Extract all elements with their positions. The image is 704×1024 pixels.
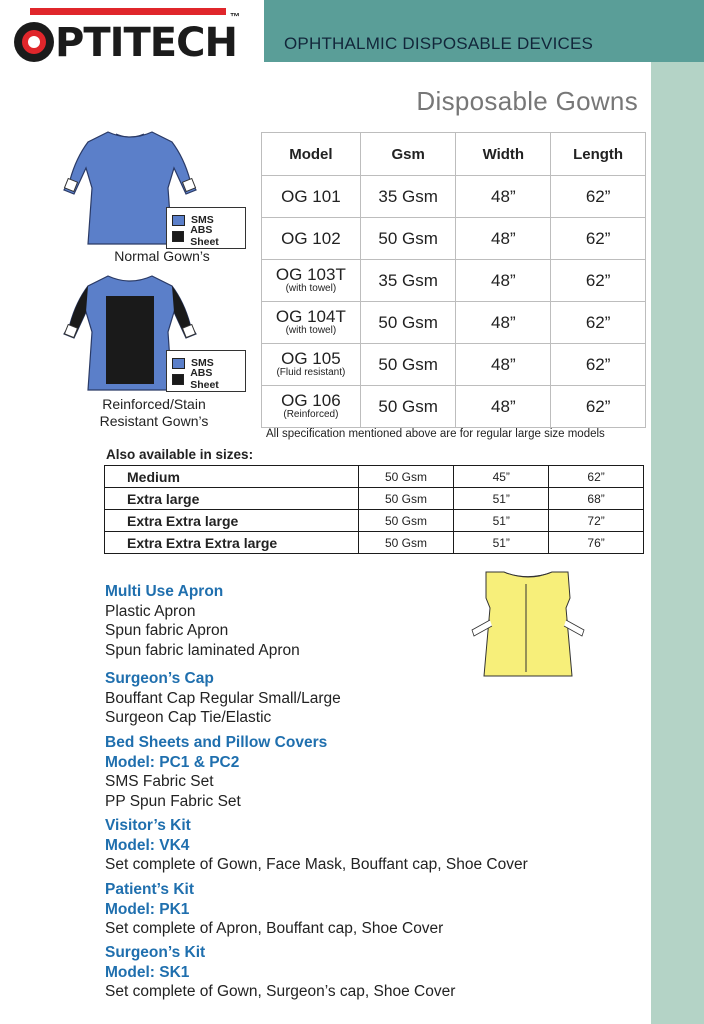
product-heading: Bed Sheets and Pillow Covers xyxy=(105,734,328,751)
width-cell: 48” xyxy=(456,344,551,386)
product-heading: Patient’s Kit xyxy=(105,881,194,898)
size-name xyxy=(105,466,359,488)
logo-red-bar xyxy=(30,8,226,15)
length-cell: 62” xyxy=(551,260,646,302)
abs-swatch xyxy=(172,231,184,242)
model-note: (with towel) xyxy=(285,283,337,294)
reinforced-gown-caption xyxy=(84,396,224,430)
reinforced-caption-line1: Reinforced/Stain xyxy=(102,396,206,412)
gsm-cell: 50 Gsm xyxy=(360,218,456,260)
product-item: Bouffant Cap Regular Small/Large xyxy=(105,689,341,707)
legend-abs xyxy=(172,224,240,248)
gown-spec-table xyxy=(261,132,646,428)
reinforced-caption-line2: Resistant Gown’s xyxy=(99,413,209,429)
table-row xyxy=(262,218,646,260)
model-note: (Fluid resistant) xyxy=(276,367,346,378)
product-model: Model: SK1 xyxy=(105,963,190,981)
size-name xyxy=(105,488,359,510)
gsm-cell: 50 Gsm xyxy=(360,386,456,428)
legend-sms-label: SMS xyxy=(191,214,214,226)
width-cell: 48” xyxy=(456,302,551,344)
model-note: (Reinforced) xyxy=(283,409,339,420)
abs-swatch xyxy=(172,374,184,385)
size-width: 51” xyxy=(454,510,549,532)
eye-icon xyxy=(14,22,54,62)
product-model: Model: VK4 xyxy=(105,836,190,854)
product-item: Plastic Apron xyxy=(105,602,196,620)
product-heading: Surgeon’s Kit xyxy=(105,944,206,961)
product-multi-use-apron xyxy=(105,582,300,660)
legend-abs-label: ABS Sheet xyxy=(190,224,219,248)
model-cell xyxy=(262,176,361,218)
size-gsm: 50 Gsm xyxy=(358,488,454,510)
model-name: OG 102 xyxy=(281,229,341,248)
product-patients-kit xyxy=(105,880,443,939)
size-width: 51” xyxy=(454,488,549,510)
size-length: 72” xyxy=(549,510,644,532)
model-note: (with towel) xyxy=(285,325,337,336)
size-name-text: Extra large xyxy=(127,490,200,507)
product-bed-sheets xyxy=(105,733,327,811)
width-cell: 48” xyxy=(456,386,551,428)
product-heading: Visitor’s Kit xyxy=(105,817,191,834)
product-heading: Multi Use Apron xyxy=(105,583,224,600)
size-length: 76” xyxy=(549,532,644,554)
model-name: OG 104T xyxy=(275,307,346,326)
product-heading: Surgeon’s Cap xyxy=(105,670,214,687)
model-name: OG 106 xyxy=(281,391,341,410)
page-title: Disposable Gowns xyxy=(416,86,638,116)
product-item: Set complete of Apron, Bouffant cap, Shoe Cover xyxy=(105,920,444,937)
product-surgeons-kit xyxy=(105,943,455,1002)
legend-sms-label: SMS xyxy=(191,357,214,369)
product-surgeons-cap xyxy=(105,669,341,728)
table-row xyxy=(262,176,646,218)
length-cell: 62” xyxy=(551,176,646,218)
size-length: 68” xyxy=(549,488,644,510)
product-item: PP Spun Fabric Set xyxy=(105,792,241,810)
product-item: Surgeon Cap Tie/Elastic xyxy=(105,709,272,726)
model-name: OG 101 xyxy=(281,187,341,206)
reinforced-gown-legend xyxy=(166,350,246,392)
table-row xyxy=(105,488,644,510)
size-width: 51” xyxy=(454,532,549,554)
sms-swatch xyxy=(172,358,185,369)
col-gsm: Gsm xyxy=(360,133,456,176)
col-model: Model xyxy=(262,133,361,176)
size-width: 45” xyxy=(454,466,549,488)
size-name-text: Medium xyxy=(127,468,180,485)
width-cell: 48” xyxy=(456,260,551,302)
model-cell xyxy=(262,302,361,344)
product-model: Model: PC1 & PC2 xyxy=(105,753,240,771)
size-name xyxy=(105,532,359,554)
product-item: Set complete of Gown, Face Mask, Bouffant cap, Shoe Cover xyxy=(105,856,528,873)
size-name xyxy=(105,510,359,532)
sms-swatch xyxy=(172,215,185,226)
size-gsm: 50 Gsm xyxy=(358,466,454,488)
model-cell xyxy=(262,260,361,302)
category-band xyxy=(264,0,704,62)
normal-gown-caption: Normal Gown’s xyxy=(114,248,210,264)
model-name: OG 105 xyxy=(281,349,341,368)
table-row xyxy=(262,344,646,386)
normal-gown-legend xyxy=(166,207,246,249)
model-name: OG 103T xyxy=(275,265,346,284)
table-row xyxy=(105,532,644,554)
size-gsm: 50 Gsm xyxy=(358,532,454,554)
brand-logo xyxy=(14,8,244,66)
gsm-cell: 35 Gsm xyxy=(360,176,456,218)
product-model: Model: PK1 xyxy=(105,900,190,918)
product-item: SMS Fabric Set xyxy=(105,773,214,790)
gsm-cell: 50 Gsm xyxy=(360,344,456,386)
apron-illustration xyxy=(468,568,588,680)
spec-note: All specification mentioned above are for regular large size models xyxy=(266,428,605,440)
category-label: OPHTHALMIC DISPOSABLE DEVICES xyxy=(284,34,594,53)
product-item: Set complete of Gown, Surgeon’s cap, Shoe Cover xyxy=(105,983,456,1000)
table-row xyxy=(105,466,644,488)
table-row xyxy=(262,302,646,344)
length-cell: 62” xyxy=(551,218,646,260)
col-width: Width xyxy=(456,133,551,176)
spec-header-row xyxy=(262,133,646,176)
trademark-symbol: ™ xyxy=(230,12,240,23)
length-cell: 62” xyxy=(551,302,646,344)
size-gsm: 50 Gsm xyxy=(358,510,454,532)
size-name-text: Extra Extra Extra large xyxy=(127,534,278,551)
product-item: Spun fabric laminated Apron xyxy=(105,641,300,659)
size-name-text: Extra Extra large xyxy=(127,512,239,529)
product-item: Spun fabric Apron xyxy=(105,622,229,639)
table-row xyxy=(262,260,646,302)
width-cell: 48” xyxy=(456,218,551,260)
product-visitors-kit xyxy=(105,816,528,875)
sizes-table xyxy=(104,465,644,554)
width-cell: 48” xyxy=(456,176,551,218)
model-cell xyxy=(262,344,361,386)
table-row xyxy=(262,386,646,428)
legend-abs-label: ABS Sheet xyxy=(190,367,219,391)
gsm-cell: 50 Gsm xyxy=(360,302,456,344)
side-band xyxy=(651,62,704,1024)
length-cell: 62” xyxy=(551,386,646,428)
col-length: Length xyxy=(551,133,646,176)
legend-abs xyxy=(172,367,240,391)
gsm-cell: 35 Gsm xyxy=(360,260,456,302)
model-cell xyxy=(262,386,361,428)
logo-wordmark: PTITECH xyxy=(14,20,237,66)
table-row xyxy=(105,510,644,532)
size-length: 62” xyxy=(549,466,644,488)
sizes-label: Also available in sizes: xyxy=(106,447,254,462)
model-cell xyxy=(262,218,361,260)
length-cell: 62” xyxy=(551,344,646,386)
